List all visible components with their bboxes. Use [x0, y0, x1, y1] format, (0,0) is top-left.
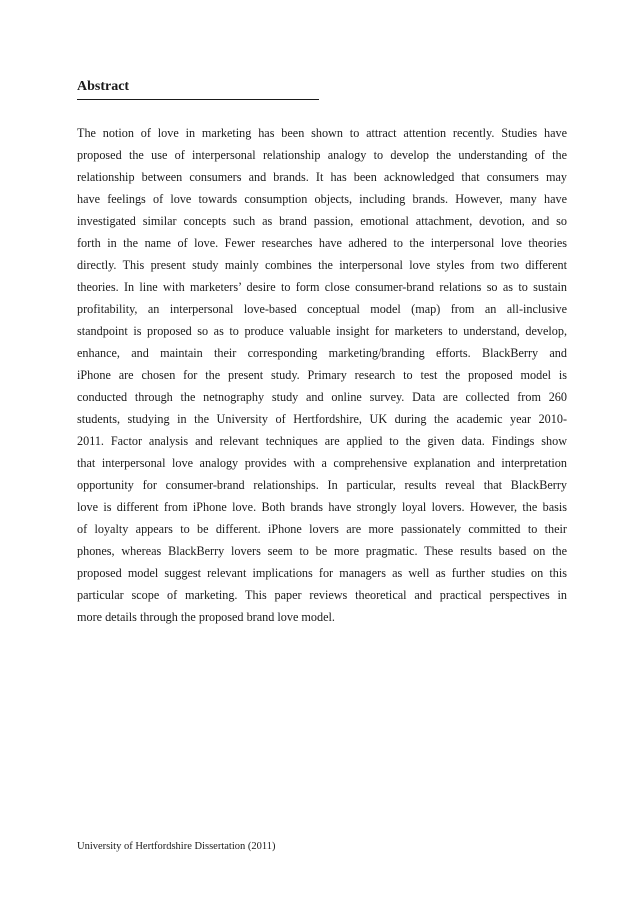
- abstract-line: particular scope of marketing. This paper reviews theoretical and practical perspectives in: [77, 588, 567, 602]
- abstract-line: love is different from iPhone love. Both brands have strongly loyal lovers. However, the basis: [77, 500, 567, 514]
- abstract-heading: Abstract: [77, 79, 130, 94]
- page-footer: University of Hertfordshire Dissertation (2011): [77, 841, 276, 852]
- abstract-line: profitability, an interpersonal love-based conceptual model (map) from an all-inclusive: [77, 302, 567, 316]
- abstract-line: of loyalty appears to be different. iPhone lovers are more passionately committed to their: [77, 522, 567, 536]
- abstract-line: phones, whereas BlackBerry lovers seem to be more pragmatic. These results based on the: [77, 544, 567, 558]
- abstract-line: The notion of love in marketing has been shown to attract attention recently. Studies have: [77, 126, 567, 140]
- abstract-line: more details through the proposed brand love model.: [77, 610, 335, 624]
- abstract-line: students, studying in the University of Hertfordshire, UK during the academic year 2010-: [77, 412, 567, 426]
- abstract-line: have feelings of love towards consumption objects, including brands. However, many have: [77, 192, 567, 206]
- abstract-line: forth in the name of love. Fewer researches have adhered to the interpersonal love theories: [77, 236, 567, 250]
- abstract-line: theories. In line with marketers’ desire to form close consumer-brand relations so as to sustain: [77, 280, 567, 294]
- abstract-line: iPhone are chosen for the present study. Primary research to test the proposed model is: [77, 368, 567, 382]
- abstract-line: relationship between consumers and brands. It has been acknowledged that consumers may: [77, 170, 567, 184]
- abstract-line: proposed model suggest relevant implications for managers as well as further studies on this: [77, 566, 567, 580]
- abstract-line: conducted through the netnography study and online survey. Data are collected from 260: [77, 390, 567, 404]
- abstract-line: enhance, and maintain their corresponding marketing/branding efforts. BlackBerry and: [77, 346, 567, 360]
- heading-underline: [77, 99, 319, 100]
- abstract-line: that interpersonal love analogy provides with a comprehensive explanation and interpretation: [77, 456, 567, 470]
- abstract-line: 2011. Factor analysis and relevant techniques are applied to the given data. Findings show: [77, 434, 567, 448]
- abstract-line: standpoint is proposed so as to produce valuable insight for marketers to understand, develop,: [77, 324, 567, 338]
- abstract-line: opportunity for consumer-brand relationships. In particular, results reveal that BlackBerry: [77, 478, 567, 492]
- abstract-line: proposed the use of interpersonal relationship analogy to develop the understanding of the: [77, 148, 567, 162]
- abstract-line: directly. This present study mainly combines the interpersonal love styles from two different: [77, 258, 567, 272]
- abstract-line: investigated similar concepts such as brand passion, emotional attachment, devotion, and so: [77, 214, 567, 228]
- abstract-body: [77, 122, 567, 628]
